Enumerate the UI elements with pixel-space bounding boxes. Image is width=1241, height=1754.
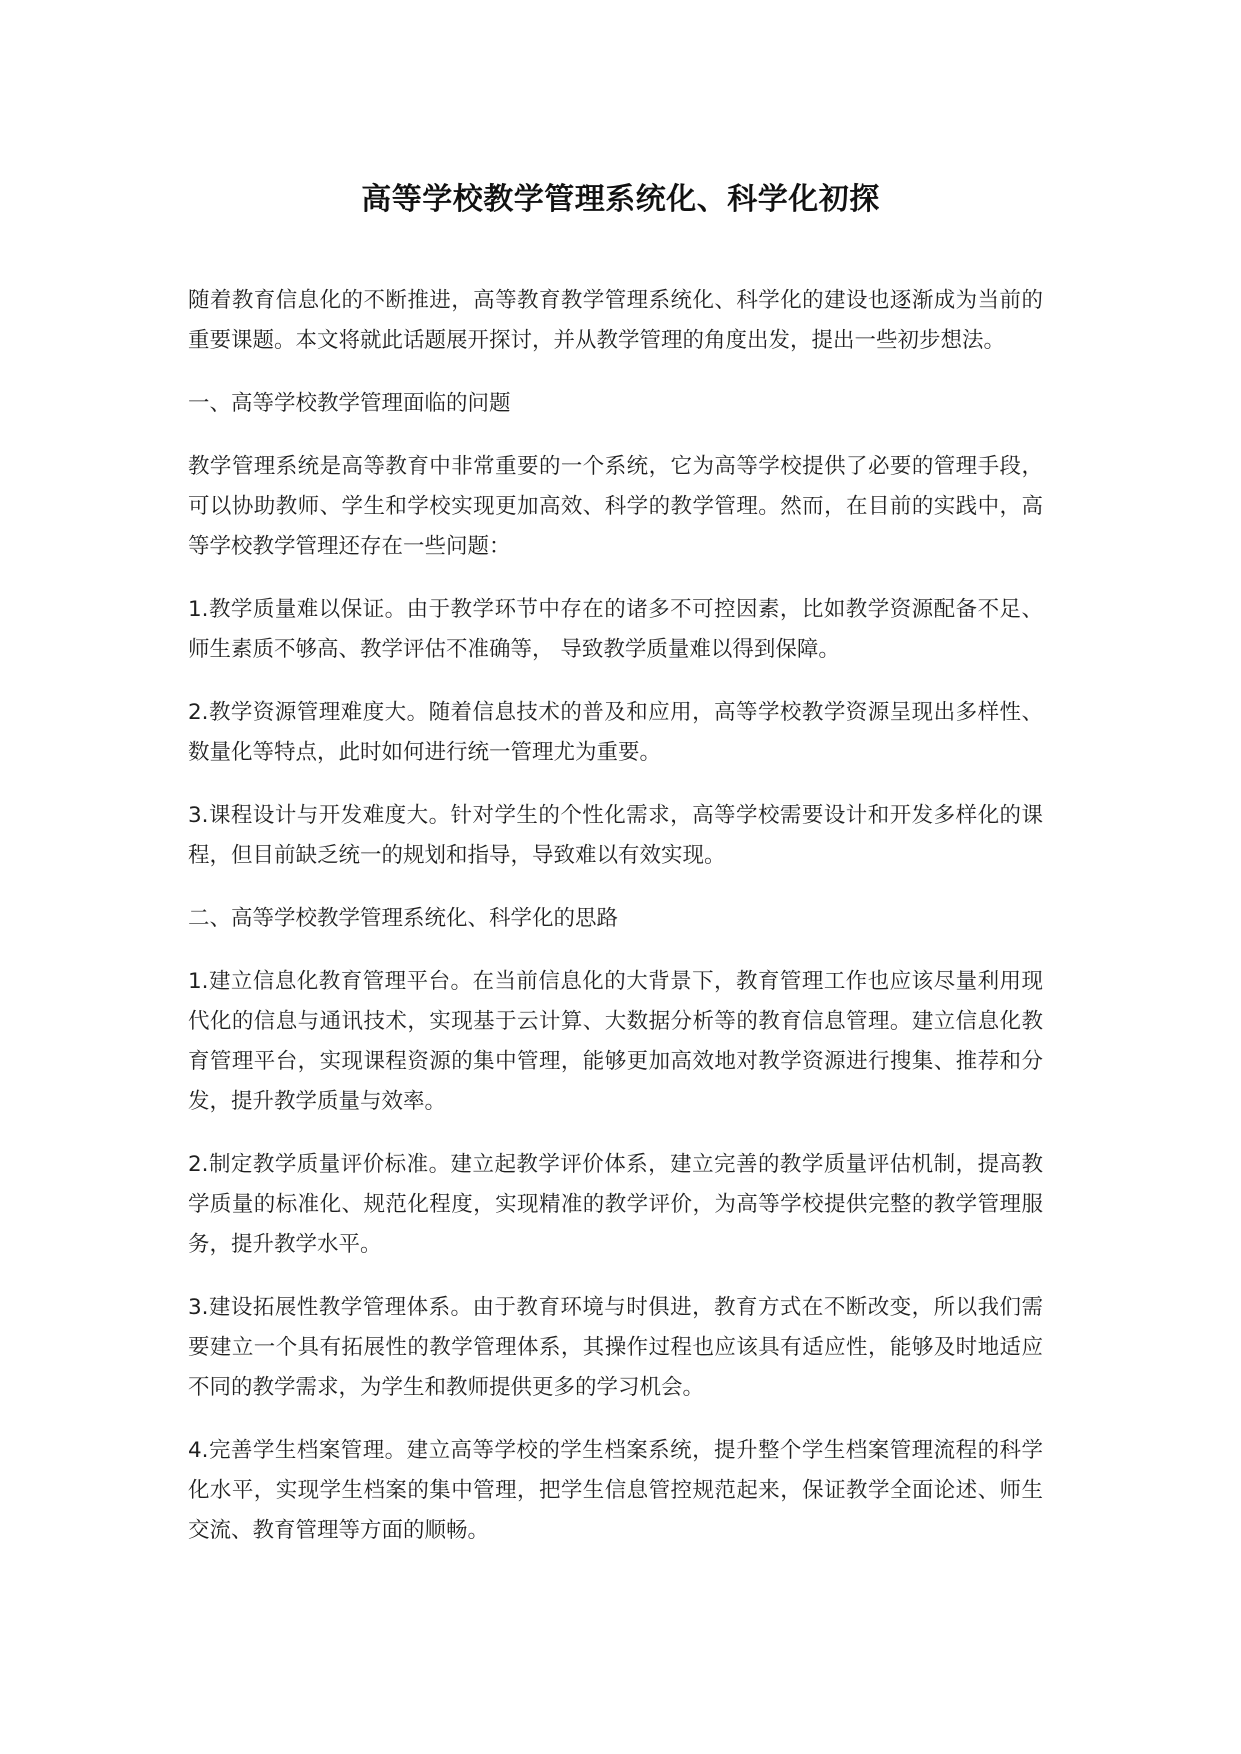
problems-intro-paragraph: 教学管理系统是高等教育中非常重要的一个系统，它为高等学校提供了必要的管理手段，可以协助教师、学生和学校实现更加高效、科学的教学管理。然而，在目前的实践中，高等学校教学管理还存在一些问题：	[188, 454, 1043, 559]
approach-item-4: 4.完善学生档案管理。建立高等学校的学生档案系统，提升整个学生档案管理流程的科学化水平，实现学生档案的集中管理，把学生信息管控规范起来，保证教学全面论述、师生交流、教育管理等方面的顺畅。	[188, 1438, 1043, 1543]
intro-paragraph: 随着教育信息化的不断推进，高等教育教学管理系统化、科学化的建设也逐渐成为当前的重要课题。本文将就此话题展开探讨，并从教学管理的角度出发，提出一些初步想法。	[188, 288, 1043, 353]
approach-item-3: 3.建设拓展性教学管理体系。由于教育环境与时俱进，教育方式在不断改变，所以我们需要建立一个具有拓展性的教学管理体系，其操作过程也应该具有适应性，能够及时地适应不同的教学需求，为学生和教师提供更多的学习机会。	[188, 1295, 1043, 1400]
approach-item-1: 1.建立信息化教育管理平台。在当前信息化的大背景下，教育管理工作也应该尽量利用现代化的信息与通讯技术，实现基于云计算、大数据分析等的教育信息管理。建立信息化教育管理平台，实现课程资源的集中管理，能够更加高效地对教学资源进行搜集、推荐和分发，提升教学质量与效率。	[188, 969, 1043, 1114]
problem-item-2: 2.教学资源管理难度大。随着信息技术的普及和应用，高等学校教学资源呈现出多样性、数量化等特点，此时如何进行统一管理尤为重要。	[188, 700, 1043, 765]
approach-item-2: 2.制定教学质量评价标准。建立起教学评价体系，建立完善的教学质量评估机制，提高教学质量的标准化、规范化程度，实现精准的教学评价，为高等学校提供完整的教学管理服务，提升教学水平。	[188, 1152, 1043, 1257]
section-heading-approach: 二、高等学校教学管理系统化、科学化的思路	[188, 906, 619, 931]
problem-item-3: 3.课程设计与开发难度大。针对学生的个性化需求，高等学校需要设计和开发多样化的课程，但目前缺乏统一的规划和指导，导致难以有效实现。	[188, 803, 1043, 868]
problem-item-1: 1.教学质量难以保证。由于教学环节中存在的诸多不可控因素，比如教学资源配备不足、师生素质不够高、教学评估不准确等， 导致教学质量难以得到保障。	[188, 597, 1043, 662]
section-heading-problems: 一、高等学校教学管理面临的问题	[188, 391, 511, 416]
document-body	[188, 281, 1043, 1574]
document-title: 高等学校教学管理系统化、科学化初探	[361, 182, 880, 217]
